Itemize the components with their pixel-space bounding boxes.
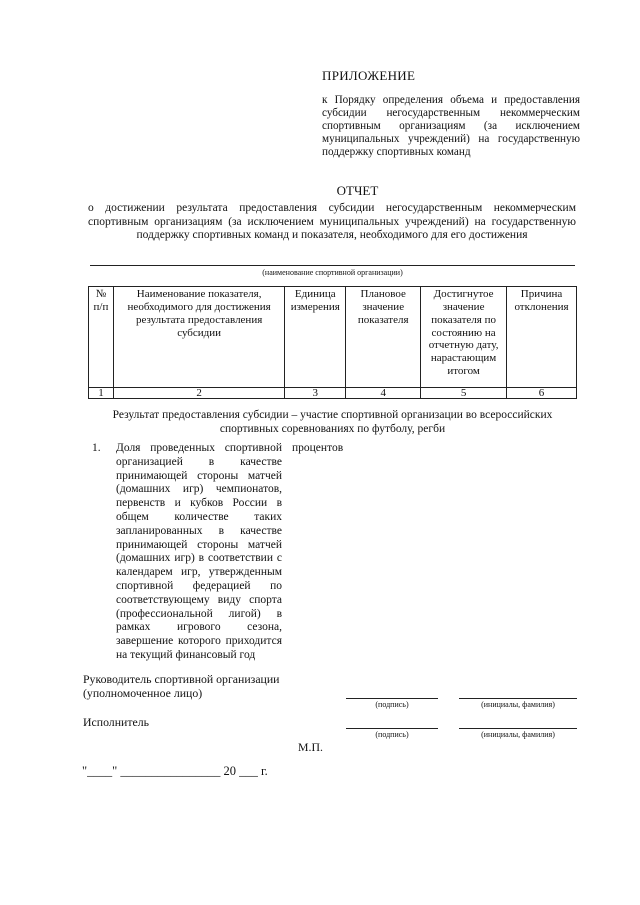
- column-number: 3: [285, 388, 346, 399]
- column-number: 5: [421, 388, 507, 399]
- head-signatory-label: [83, 672, 280, 700]
- column-number: 6: [507, 388, 577, 399]
- indicator-description: Доля проведенных спортивной организацией в качестве принимающей стороны матчей (домашних игр) чемпионатов, первенств и кубков России в общем количестве таких запланированных в качестве принимающей стороны матчей (домашних игр) в соответствии с календарем игр, утвержденным спортивной федерацией по соответствующему виду спорта (профессиональной лигой) в рамках игрового сезона, завершение которого приходится на текущий финансовый год: [116, 442, 282, 661]
- column-number: 2: [113, 388, 284, 399]
- appendix-title: ПРИЛОЖЕНИЕ: [322, 68, 416, 83]
- stamp-place-label: М.П.: [298, 740, 323, 754]
- column-header-planned-value: Плановое значение показателя: [346, 287, 421, 388]
- head-name-caption: (инициалы, фамилия): [481, 700, 555, 709]
- head-label-line-2: (уполномоченное лицо): [83, 686, 203, 701]
- executor-signature-line: [346, 728, 438, 729]
- column-number: 1: [89, 388, 114, 399]
- column-number: 4: [346, 388, 421, 399]
- column-header-number: № п/п: [89, 287, 114, 388]
- report-text: о достижении результата предоставления субсидии негосударственным некоммерческим спортивным организациям (за исключением муниципальных учреждений) на государственную поддержку спортивных команд и показателя, необходимого для его достижения: [88, 202, 576, 242]
- report-table: [88, 286, 577, 399]
- date-line: "____" ________________ 20 ___ г.: [82, 764, 268, 778]
- executor-name-line: [459, 728, 577, 729]
- column-header-unit: Единица измерения: [285, 287, 346, 388]
- indicator-unit: процентов: [292, 442, 344, 454]
- head-label-line-1: Руководитель спортивной организации: [83, 672, 280, 686]
- executor-signature-caption: (подпись): [375, 730, 409, 739]
- head-name-line: [459, 698, 577, 699]
- executor-name-caption: (инициалы, фамилия): [481, 730, 555, 739]
- column-header-indicator-name: Наименование показателя, необходимого для достижения результата предоставления субсидии: [113, 287, 284, 388]
- organization-name-line: [90, 265, 575, 266]
- table-column-numbers-row: [89, 388, 577, 399]
- table-header-row: [89, 287, 577, 388]
- column-header-deviation-reason: Причина отклонения: [507, 287, 577, 388]
- appendix-text: к Порядку определения объема и предоставления субсидии негосударственным некоммерческим спортивным организациям (за исключением муниципальных учреждений) на государственную поддержку спортивных команд: [322, 94, 580, 159]
- subsidy-result-text: Результат предоставления субсидии – участие спортивной организации во всероссийских спортивных соревнованиях по футболу, регби: [112, 409, 553, 435]
- indicator-number: 1.: [92, 442, 101, 454]
- report-title: ОТЧЕТ: [336, 183, 379, 198]
- organization-name-caption: (наименование спортивной организации): [262, 268, 403, 277]
- executor-label: Исполнитель: [83, 715, 149, 729]
- head-signature-line: [346, 698, 438, 699]
- column-header-achieved-value: Достигнутое значение показателя по состоянию на отчетную дату, нарастающим итогом: [421, 287, 507, 388]
- head-signature-caption: (подпись): [375, 700, 409, 709]
